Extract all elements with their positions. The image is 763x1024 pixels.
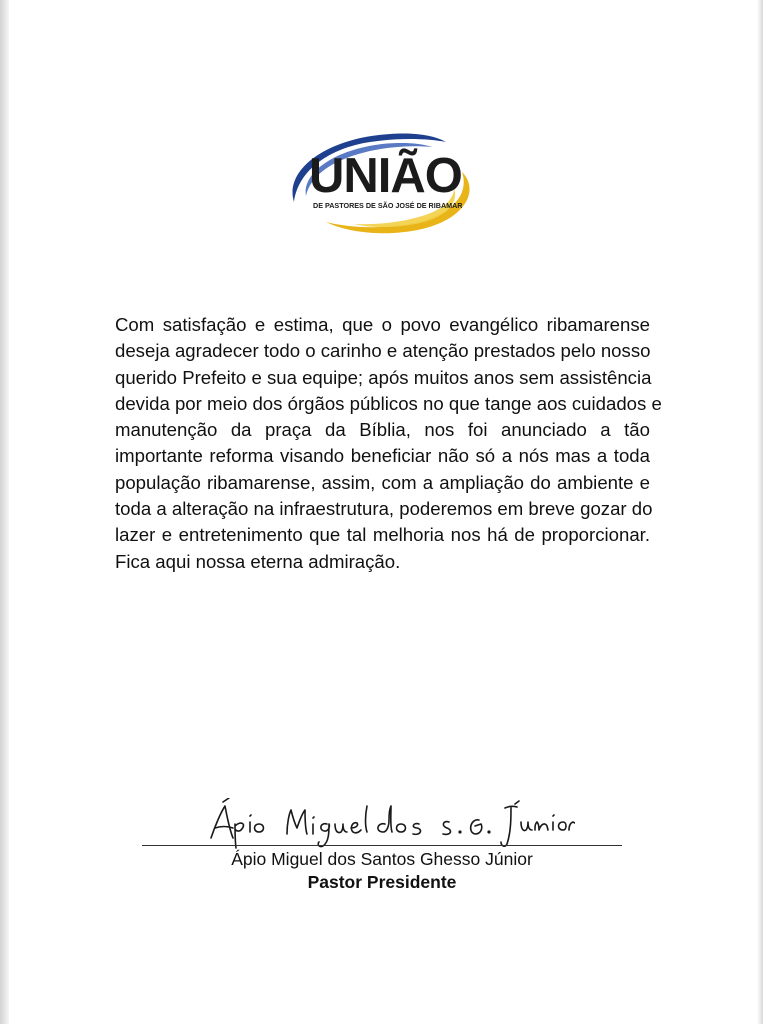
letter-body: [115, 312, 662, 575]
letter-line: lazer e entretenimento que tal melhoria nos há de proporcionar.: [115, 524, 650, 546]
uniao-logo: [286, 130, 478, 236]
letter-line: devida por meio dos órgãos públicos no que tange aos cuidados e: [115, 392, 662, 414]
logo-subtitle: DE PASTORES DE SÃO JOSÉ DE RIBAMAR: [313, 201, 463, 210]
signer-name: Ápio Miguel dos Santos Ghesso Júnior: [231, 849, 533, 869]
signer-title: Pastor Presidente: [307, 872, 457, 892]
letter-line: Fica aqui nossa eterna admiração.: [115, 550, 401, 572]
logo-wordmark: UNIÃO: [309, 149, 462, 203]
letter-line: manutenção da praça da Bíblia, nos foi anunciado a tão: [115, 419, 650, 441]
letter-line: importante reforma visando beneficiar não só a nós mas a toda: [115, 445, 650, 467]
letter-line: querido Prefeito e sua equipe; após muitos anos sem assistência: [115, 366, 652, 388]
page-left-edge-shadow: [0, 0, 9, 1024]
letter-line: Com satisfação e estima, que o povo evangélico ribamarense: [115, 314, 650, 335]
signature-line: [142, 845, 622, 846]
letter-line: população ribamarense, assim, com a ampliação do ambiente e: [115, 471, 650, 493]
handwritten-signature: [205, 798, 575, 850]
page-right-edge-shadow: [757, 0, 763, 1024]
signature-graphic: [205, 798, 575, 850]
letter-line: deseja agradecer todo o carinho e atenção prestados pelo nosso: [115, 340, 651, 362]
letter-line: toda a alteração na infraestrutura, poderemos em breve gozar do: [115, 498, 653, 520]
